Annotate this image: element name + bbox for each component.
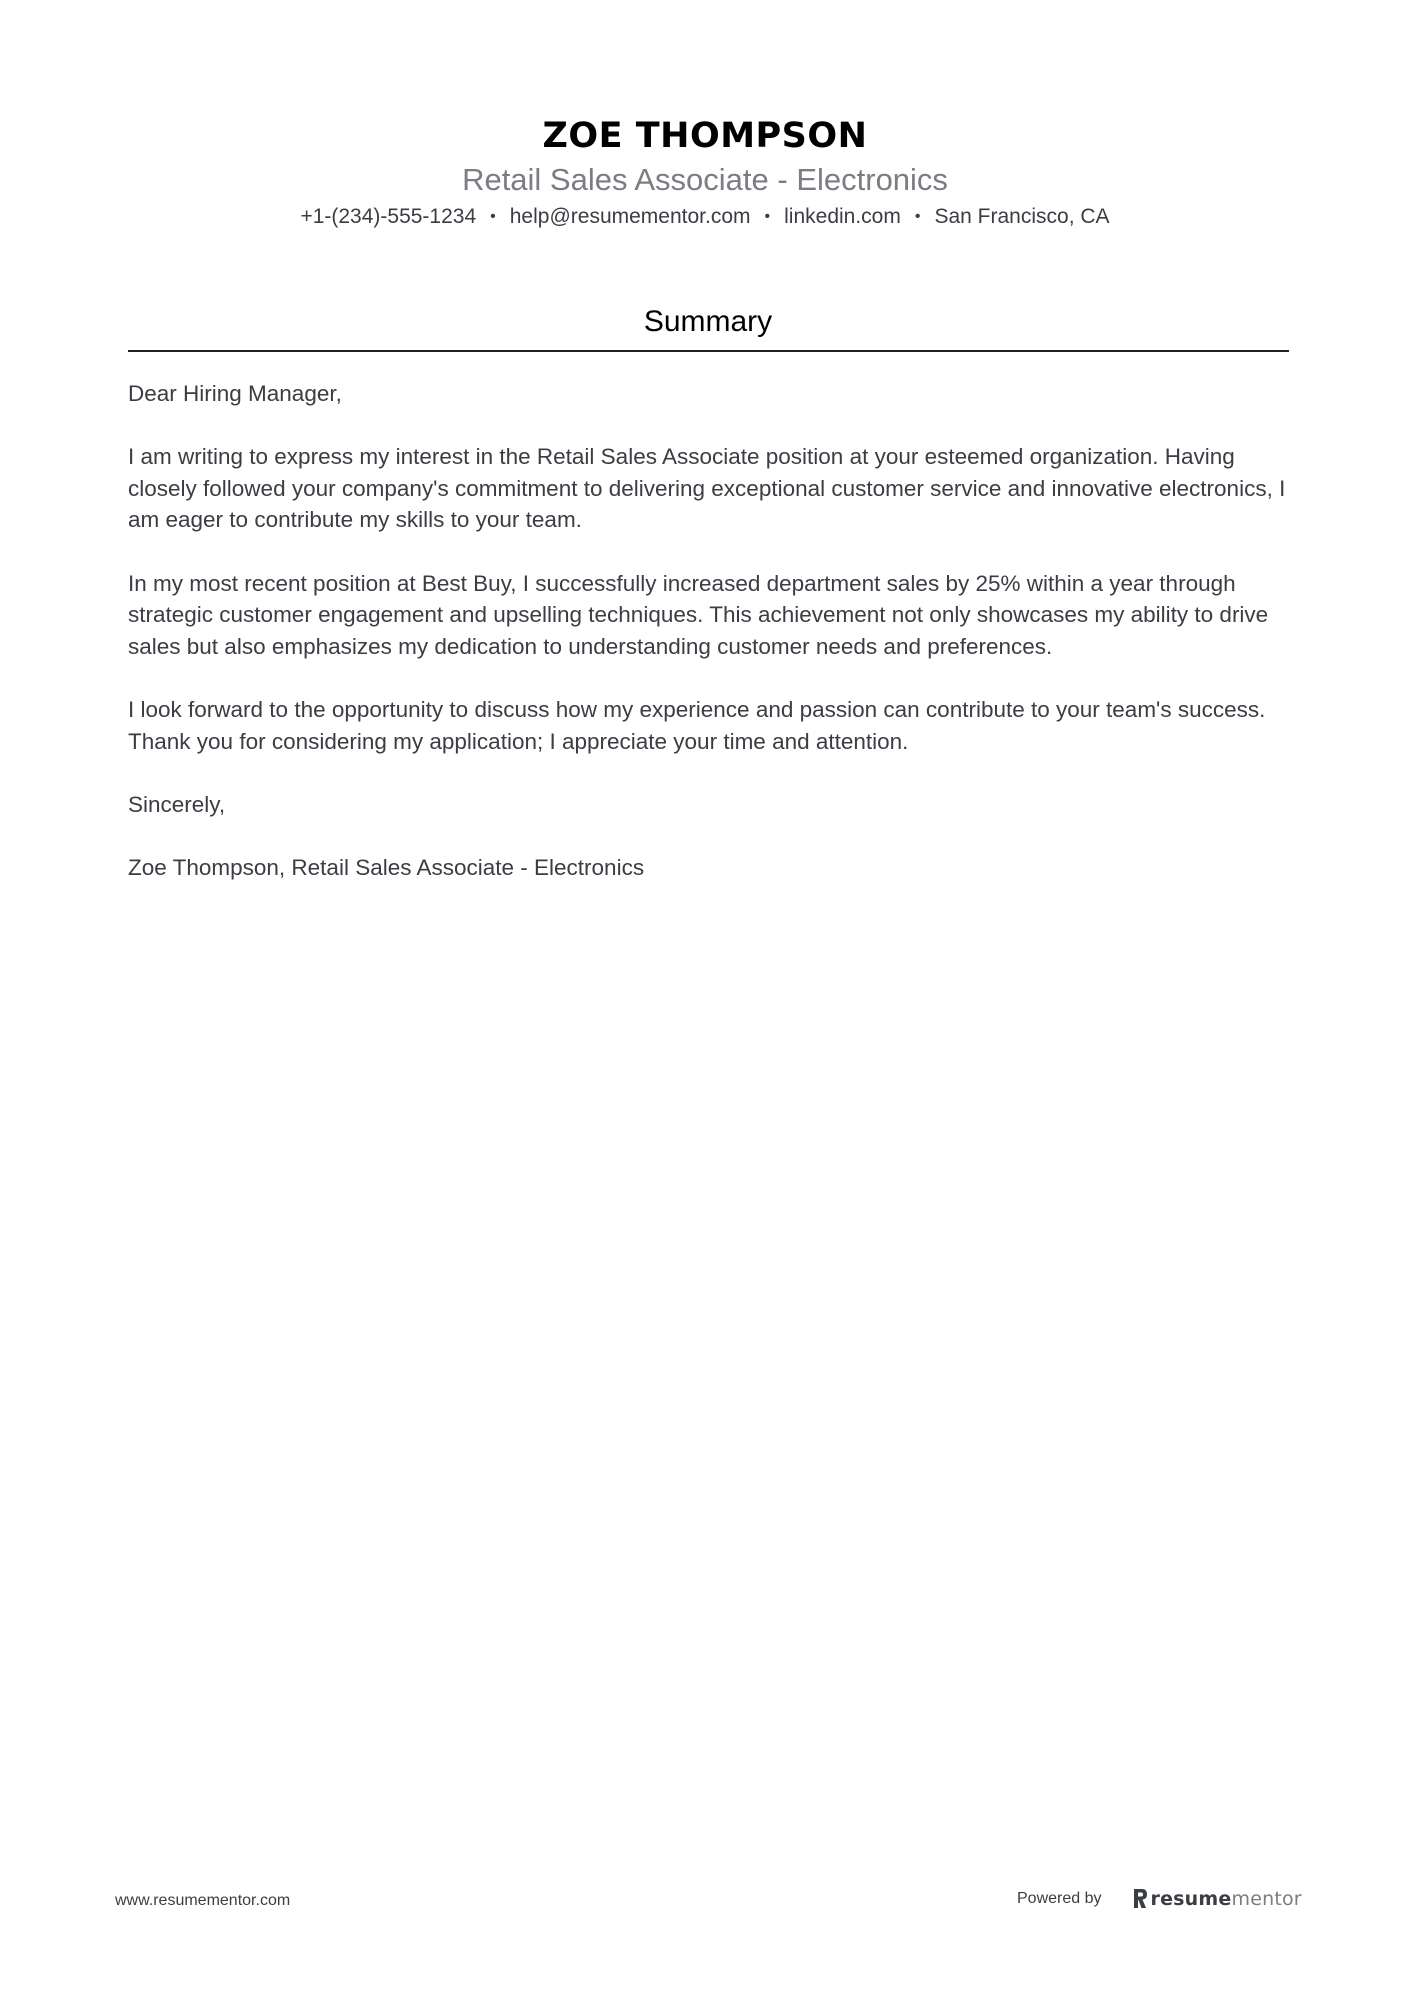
letter-signature: Zoe Thompson, Retail Sales Associate - Electronics xyxy=(128,854,645,880)
resumementor-logo[interactable] xyxy=(1132,1888,1302,1910)
contact-line xyxy=(0,202,1410,232)
contact-linkedin[interactable]: linkedin.com xyxy=(784,205,901,228)
letter-body xyxy=(128,378,1290,915)
letter-paragraph: I am writing to express my interest in the Retail Sales Associate position at your esteemed organization. Having closely followed your company's commitment to delivering exceptional customer service and innovative electronics, I am eager to contribute my skills to your team. xyxy=(128,444,1286,533)
contact-separator: • xyxy=(490,208,496,225)
letter-paragraph: I look forward to the opportunity to discuss how my experience and passion can contribute to your team's success. Thank you for considering my application; I appreciate your time and attention. xyxy=(128,696,1266,754)
powered-by-label: Powered by xyxy=(1017,1890,1102,1907)
contact-email[interactable]: help@resumementor.com xyxy=(509,205,751,228)
contact-separator: • xyxy=(914,208,921,225)
letter-greeting: Dear Hiring Manager, xyxy=(128,381,342,406)
letter-header xyxy=(0,112,1410,232)
footer-website[interactable]: www.resumementor.com xyxy=(115,1892,291,1909)
applicant-name: ZOE THOMPSON xyxy=(542,116,868,156)
contact-separator: • xyxy=(764,208,771,225)
letter-paragraph: In my most recent position at Best Buy, I successfully increased department sales by 25% within a year through strategic customer engagement and upselling techniques. This achievement not only showcases my ability to drive sales but also emphasizes my dedication to understanding customer needs and preferences. xyxy=(128,570,1269,659)
resumementor-logo-icon xyxy=(1132,1888,1148,1910)
section-title: Summary xyxy=(643,305,773,338)
job-title: Retail Sales Associate - Electronics xyxy=(462,162,948,197)
letter-closing: Sincerely, xyxy=(128,791,226,817)
contact-phone: +1-(234)-555-1234 xyxy=(300,205,477,228)
contact-location: San Francisco, CA xyxy=(934,205,1110,228)
section-divider xyxy=(128,350,1289,352)
logo-wordmark xyxy=(1151,1888,1302,1910)
footer-branding xyxy=(1017,1884,1302,1914)
logo-text-light: mentor xyxy=(1231,1888,1302,1910)
logo-text-bold: resume xyxy=(1150,1888,1232,1910)
